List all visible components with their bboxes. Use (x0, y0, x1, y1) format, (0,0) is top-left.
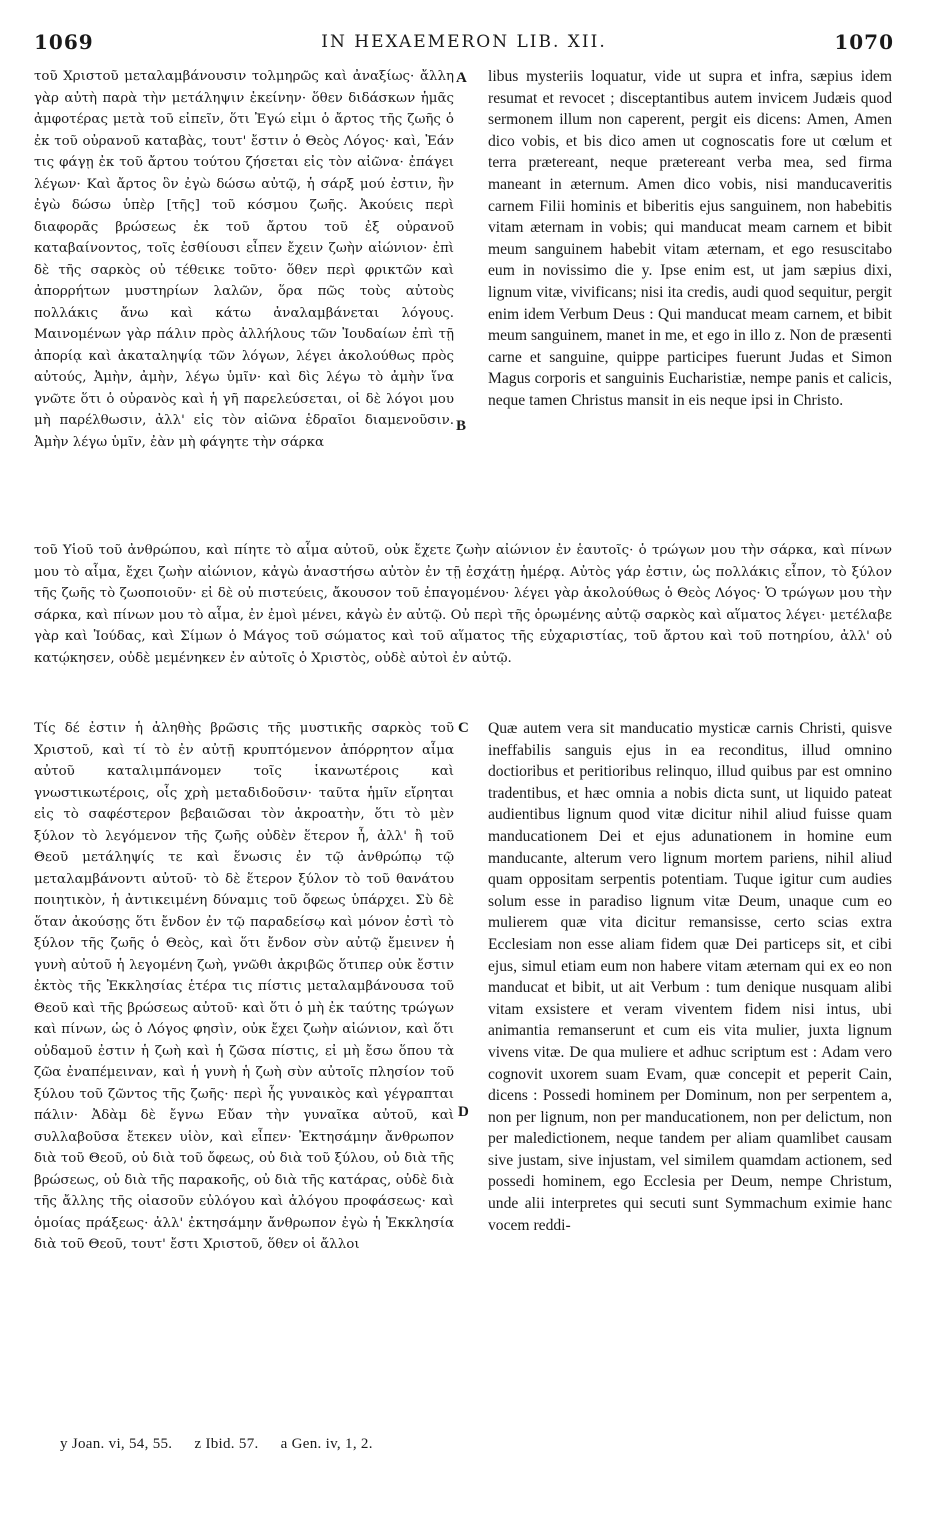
greek-paragraph-a: τοῦ Χριστοῦ μεταλαμβάνουσιν τολμηρῶς καὶ ἀναξίως· ἄλλη γὰρ αὐτὴ παρὰ τὴν μετάληψιν ἐκείνην· ὅθεν διδάσκων ἡμᾶς ἀμφοτέρας μετὰ τοῦ εἰπεῖν, ὅτι Ἐγώ εἰμι ὁ ἄρτος τῆς ζωῆς ὁ ἐκ τοῦ οὐρανοῦ καταβὰς, τουτ' ἔστιν ὁ Θεὸς Λόγος· καὶ, Ἐάν τις φάγῃ ἐκ τοῦ ἄρτου τούτου ζήσεται εἰς τὸν αἰῶνα· ἐπάγει λέγων· Καὶ ἄρτος ὃν ἐγὼ δώσω αὐτῷ, ἡ σάρξ μού ἐστιν, ἣν ἐγὼ δώσω ὑπὲρ [τῆς] τοῦ κόσμου ζωῆς. Ἀκούεις περὶ διαφορᾶς βρώσεως ἐκ τοῦ ἄρτου τοῦ ἐξ οὐρανοῦ καταβαίνοντος, τοῖς ἐσθίουσι εἶπεν ἔχειν ζωὴν αἰώνιον· ἐπὶ δὲ τῆς σαρκὸς οὐ τέθεικε τοῦτο· ὅθεν περὶ φρικτῶν καὶ ἀπορρήτων μυστηρίων λαλῶν, ὅρα πῶς τοὺς αὐτοὺς πολλάκις ἄνω καὶ κάτω ἀναλαμβάνεται λόγους. Μαινομένων γὰρ πάλιν πρὸς ἀλλήλους τῶν Ἰουδαίων ἐπὶ τῇ ἀπορίᾳ καὶ ἀκαταληψίᾳ τῶν λόγων, λέγει ἀκολούθως πρὸς αὐτούς, Ἀμὴν, ἀμὴν, λέγω ὑμῖν· καὶ δὶς λέγω τὸ ἀμὴν ἵνα γνῶτε ὅτι ὁ οὐρανὸς καὶ ἡ γῆ παρελεύσεται, οἱ δὲ λόγοι μου μὴ παρέλθωσιν, ἀλλ' εἰς τὸν αἰῶνα ἑδραῖοι διαμενοῦσιν. Ἀμὴν λέγω ὑμῖν, ἐὰν μὴ φάγητε τὴν σάρκα (34, 69, 454, 450)
running-title: IN HEXAEMERON LIB. XII. (321, 32, 607, 52)
footnote-y: y Joan. vi, 54, 55. (60, 1436, 173, 1452)
section-marker-c: C (458, 720, 469, 736)
greek-full-width-paragraph: τοῦ Υἱοῦ τοῦ ἀνθρώπου, καὶ πίητε τὸ αἷμα αὐτοῦ, οὐκ ἔχετε ζωὴν αἰώνιον ἐν ἑαυτοῖς· ὁ τρώγων μου τὴν σάρκα, καὶ πίνων μου τὸ αἷμα, ἔχει ζωὴν αἰώνιον, κἀγὼ ἀναστήσω αὐτὸν ἐν τῇ ἐσχάτῃ ἡμέρᾳ. Αὐτὸς γάρ ἐστιν, ὡς πολλάκις εἶπον, τὸ ξύλον τῆς ζωῆς τὸ ζωοποιοῦν· εἰ δὲ οὐ πιστεύεις, ἄκουσον τοῦ ἐπαγομένου· λέγει γὰρ ἀκολούθως ὁ Θεὸς Λόγος· Ὁ τρώγων μου τὴν σάρκα, καὶ πίνων μου τὸ αἷμα, ἐν ἐμοὶ μένει, κἀγὼ ἐν αὐτῷ. Οὐ περὶ τῆς ὁρωμένης αὐτῷ σαρκὸς καὶ αἵματος λέγει· μετέλαβε γὰρ καὶ Ἰούδας, καὶ Σίμων ὁ Μάγος τοῦ σώματος καὶ τοῦ αἵματος τῆς εὐχαριστίας, τοῦ ἄρτου καὶ τοῦ ποτηρίου, ἀλλ' οὐ κατῴκησεν, οὐδὲ μεμένηκεν ἐν αὐτοῖς ὁ Χριστὸς, οὐδὲ αὐτοὶ ἐν αὐτῷ. (34, 543, 892, 666)
latin-column-a (488, 66, 892, 536)
latin-column-c (488, 718, 892, 1410)
latin-paragraph-a: libus mysteriis loquatur, vide ut supra et infra, sæpius idem resumat et revocet ; disceptantibus autem invicem Judæis quod sermonem illum non caperent, pergit eis dicens: Amen, Amen dico vobis, et bis dico amen ut cognoscatis fore ut cœlum et terra prætereant, neque prætereant verba mea, sed firma maneant in æternum. Amen dico vobis, nisi manducaveritis carnem Filii hominis et biberitis ejus sanguinem, non habebitis vitam æternam in vobis; qui manducat meam carnem et bibit meum sanguinem habebit vitam æternam, et ego resuscitabo eum in novissimo die y. Ipse enim est, ut jam sæpius dixi, lignum vitæ, vivificans; nisi ita credis, audi quod sequitur, pergit enim idem Verbum Deus : Qui manducat meam carnem, et bibit meum sanguinem, manet in me, et ego in illo z. Non de præsenti carne et sanguine, quippe participes fuerunt Judas et Simon Magus corporis et sanguinis Eucharistiæ, nempe panis et calicis, neque tamen Christus mansit in eis neque ipsi in Christo. (488, 68, 892, 409)
footnote-z: z Ibid. 57. (194, 1436, 259, 1452)
page-number-left: 1069 (34, 30, 94, 54)
greek-paragraph-c: Τίς δέ ἐστιν ἡ ἀληθὴς βρῶσις τῆς μυστικῆς σαρκὸς τοῦ Χριστοῦ, καὶ τί τὸ ἐν αὐτῇ κρυπτόμενον ἀπόρρητον αἷμα αὐτοῦ καταλιμπάνομεν τοῖς ἱκανωτέροις καὶ γνωστικωτέροις, οἷς χρὴ μεταδιδοῦσιν· ταῦτα ἡμῖν εἴρηται εἰς τὸ σαφέστερον βεβαιῶσαι τὸν ἀκροατὴν, ὅτι τὸ μὲν ξύλον τὸ λεγόμενον τῆς ζωῆς οὐδὲν ἕτερον ἦ, ἀλλ' ἢ τοῦ Θεοῦ μετάληψίς τε καὶ ἕνωσις ἐν τῷ ἀνθρώπῳ τῷ μεταλαμβάνοντι αὐτοῦ· τὸ δὲ ἕτερον ξύλον τὸ τοῦ θανάτου ποιητικὸν, ἡ ἀντικειμένη δύναμις τοῦ ὄφεως ὑπάρχει. Σὺ δὲ ὅταν ἀκούσῃς ὅτι ἔνδον ἐν τῷ παραδείσῳ καὶ μόνον ἐστὶ τὸ ξύλον τῆς ζωῆς ὁ Θεὸς, καὶ ὅτι ἔνδον σὺν αὐτῷ ἔμεινεν ἡ γυνὴ αὐτοῦ ἡ λεγομένη ζωὴ, γνῶθι ἀκριβῶς ὅτιπερ οὐκ ἔστιν ἐκτὸς τῆς Ἐκκλησίας ἑτέρα τις πίστις μεταλαμβάνουσα τοῦ Θεοῦ καὶ τῆς βρώσεως αὐτοῦ· καὶ ὅτι ὁ μὴ ἐκ ταύτης τρώγων καὶ πίνων, ὡς ὁ Λόγος φησὶν, οὐκ ἔχει ζωὴν αἰώνιον, καὶ ὅτι οὐδαμοῦ ἐστιν ἡ ζωὴ καὶ ἡ ζῶσα πίστις, εἰ μὴ ἔσω ὅπου τὰ ζῶα ἐναπέμειναν, καὶ ἡ γυνὴ ἡ ζωὴ σὺν αὐτοῖς πλησίον τοῦ ξύλου τοῦ ζῶντος τῆς ζωῆς· περὶ ἧς γυναικὸς καὶ γέγραπται πάλιν· Ἀδὰμ δὲ ἔγνω Εὔαν τὴν γυναῖκα αὐτοῦ, καὶ συλλαβοῦσα ἔτεκεν υἱὸν, καὶ εἶπεν· Ἐκτησάμην ἄνθρωπον διὰ τοῦ Θεοῦ, οὐ διὰ τοῦ ὄφεως, οὐ διὰ τοῦ ξύλου, οὐ διὰ τῆς βρώσεως, οὐ διὰ τῆς παρακοῆς, οὐ διὰ τῆς κατάρας, οὐδὲ διὰ τῆς ἄλλης τῆς οἱασοῦν εὐλόγου καὶ ἀλόγου προφάσεως· καὶ ὁμοίας πράξεως· ἀλλ' ἐκτησάμην ἄνθρωπον ἐγὼ ἡ Ἐκκλησία διὰ τοῦ Θεοῦ, τουτ' ἔστι Χριστοῦ, ὅθεν οἱ ἄλλοι (34, 721, 454, 1252)
section-marker-d: D (458, 1104, 469, 1120)
greek-column-a (34, 66, 454, 536)
section-marker-b: B (456, 418, 467, 434)
footnotes (60, 1436, 880, 1453)
footnote-a: a Gen. iv, 1, 2. (280, 1436, 373, 1452)
section-marker-a: A (456, 70, 467, 86)
latin-paragraph-c: Quæ autem vera sit manducatio mysticæ carnis Christi, quisve ineffabilis sanguis ejus in ea reconditus, illud omnino doctioribus et peritioribus relinquo, illud quibus par est omnino tradentibus, et hæc omnia a nobis dicta sunt, ut liquido pateat audientibus lignum quod vitæ dicitur nihil aliud fuisse quam manducationem Dei et ejus adunationem in homine eum manducante, alterum vero lignum mortem pariens, nihil aliud quam oppositam serpentis potentiam. Tuque igitur cum audies solum esse in paradiso lignum vitæ Deum, unaque cum eo mulierem quæ vita dicitur remansisse, certo scias extra Ecclesiam non esse aliam fidem quæ Dei particeps sit, et cibi ejus, simul etiam eum non habere vitam æternam qui ex eo non manducat et bibit, ut ait Verbum : tum denique nusquam alibi vitam exsistere et veram viventem fidem nisi intus, ubi animantia remanserunt et cum eis vita mulier, juxta lignum vivens vitæ. De qua muliere et adhuc scriptum est : Adam vero cognovit uxorem suam Evam, quæ concepit et peperit Cain, dicens : Possedi hominem per Dominum, non per serpentem a, non per lignum, non per manducationem, non per delictum, non per maledictionem, neque tandem per aliam quamlibet causam sive justam, sive injustam, vel similem quamdam actionem, sed possedi hominem, ego Ecclesia per Deum, nempe Christum, unde alii interpretes qui secuti sunt Symmachum eximie hanc vocem reddi- (488, 720, 892, 1234)
greek-full-width-block (34, 540, 892, 708)
page-number-right: 1070 (834, 30, 894, 54)
running-header (34, 30, 894, 54)
greek-column-c (34, 718, 454, 1410)
